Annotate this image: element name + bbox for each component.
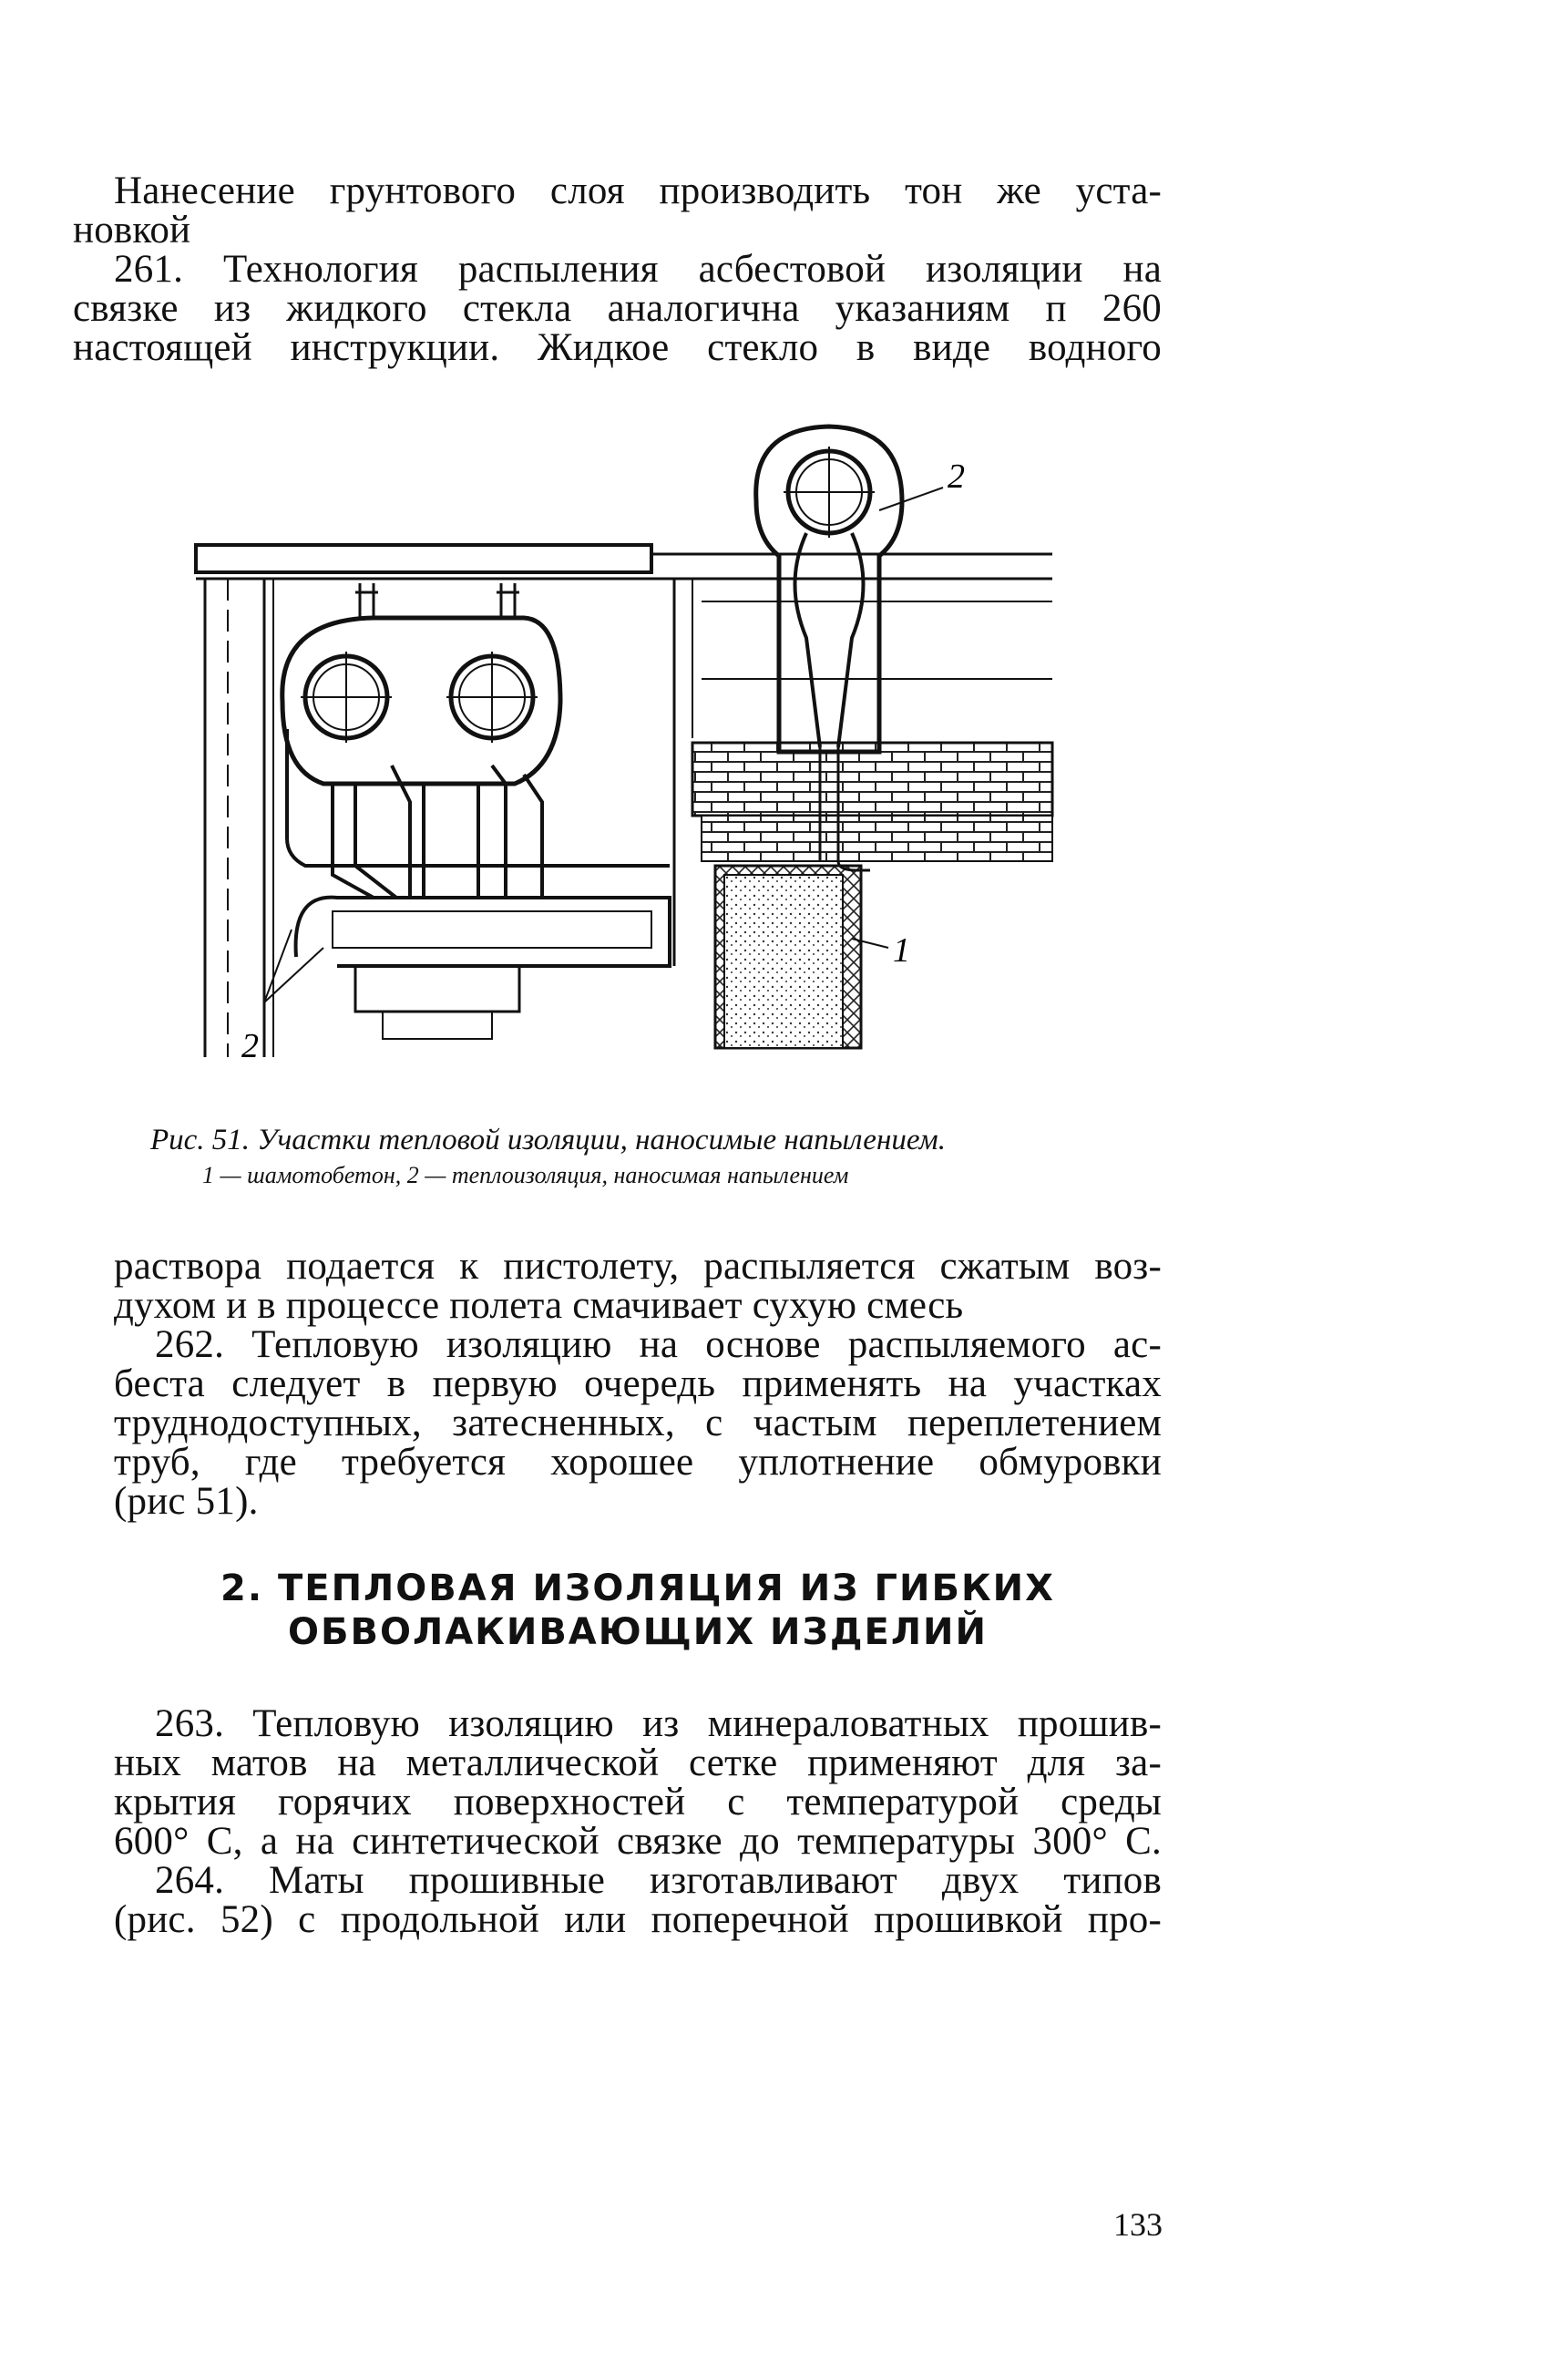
text-line: 264. Маты прошивные изготавливают двух типов xyxy=(155,1859,1162,1902)
text-line: беста следует в первую очередь применять на участках xyxy=(114,1362,1162,1405)
figure-51 xyxy=(178,401,1089,1112)
figure-label-2-bottom: 2 xyxy=(241,1027,259,1065)
section-heading-line-2: ОБВОЛАКИВАЮЩИХ ИЗДЕЛИЙ xyxy=(287,1611,989,1653)
figure-label-2-top: 2 xyxy=(948,457,965,496)
text-line: крытия горячих поверхностей с температурой среды xyxy=(114,1781,1162,1824)
text-line: труднодоступных, затесненных, с частым переплетением xyxy=(114,1402,1162,1444)
insulation-shell-left xyxy=(282,618,560,784)
text-line: 263. Тепловую изоляцию из минераловатных прошив- xyxy=(155,1702,1162,1745)
chamotte-concrete xyxy=(724,875,843,1048)
text-line: 261. Технология распыления асбестовой изоляции на xyxy=(114,248,1162,291)
boiler-insulation-drawing xyxy=(178,401,1089,1112)
text-line: духом и в процессе полета смачивает сухую смесь xyxy=(114,1284,964,1327)
figure-caption: Рис. 51. Участки тепловой изоляции, наносимые напылением. xyxy=(150,1124,946,1156)
paragraph-middle xyxy=(114,1247,1162,1521)
paragraph-top xyxy=(73,170,1162,369)
text-line: труб, где требуется хорошее уплотнение обмуровки xyxy=(114,1441,1162,1484)
page-number: 133 xyxy=(1113,2206,1163,2243)
section-heading-line-1: 2. ТЕПЛОВАЯ ИЗОЛЯЦИЯ ИЗ ГИБКИХ xyxy=(220,1567,1055,1609)
text-line: (рис 51). xyxy=(114,1480,259,1523)
text-line: ных матов на металлической сетке применяют для за- xyxy=(114,1742,1162,1784)
top-beam xyxy=(196,545,651,572)
text-line: связке из жидкого стекла аналогична указаниям п 260 xyxy=(73,287,1162,330)
figure-label-1: 1 xyxy=(893,931,910,970)
text-line: 600° С, а на синтетической связке до температуры 300° С. xyxy=(114,1820,1162,1863)
text-line: новкой xyxy=(73,209,191,252)
text-line: 262. Тепловую изоляцию на основе распыляемого ас- xyxy=(155,1323,1162,1366)
text-line: раствора подается к пистолету, распыляется сжатым воз- xyxy=(114,1245,1162,1288)
text-line: Нанесение грунтового слоя производить тон же уста- xyxy=(114,170,1162,212)
text-line: (рис. 52) с продольной или поперечной прошивкой про- xyxy=(114,1898,1162,1941)
text-line: настоящей инструкции. Жидкое стекло в виде водного xyxy=(73,326,1162,369)
paragraph-bottom xyxy=(114,1704,1162,1939)
figure-legend: 1 — шамотобетон, 2 — теплоизоляция, наносимая напылением xyxy=(202,1162,849,1188)
